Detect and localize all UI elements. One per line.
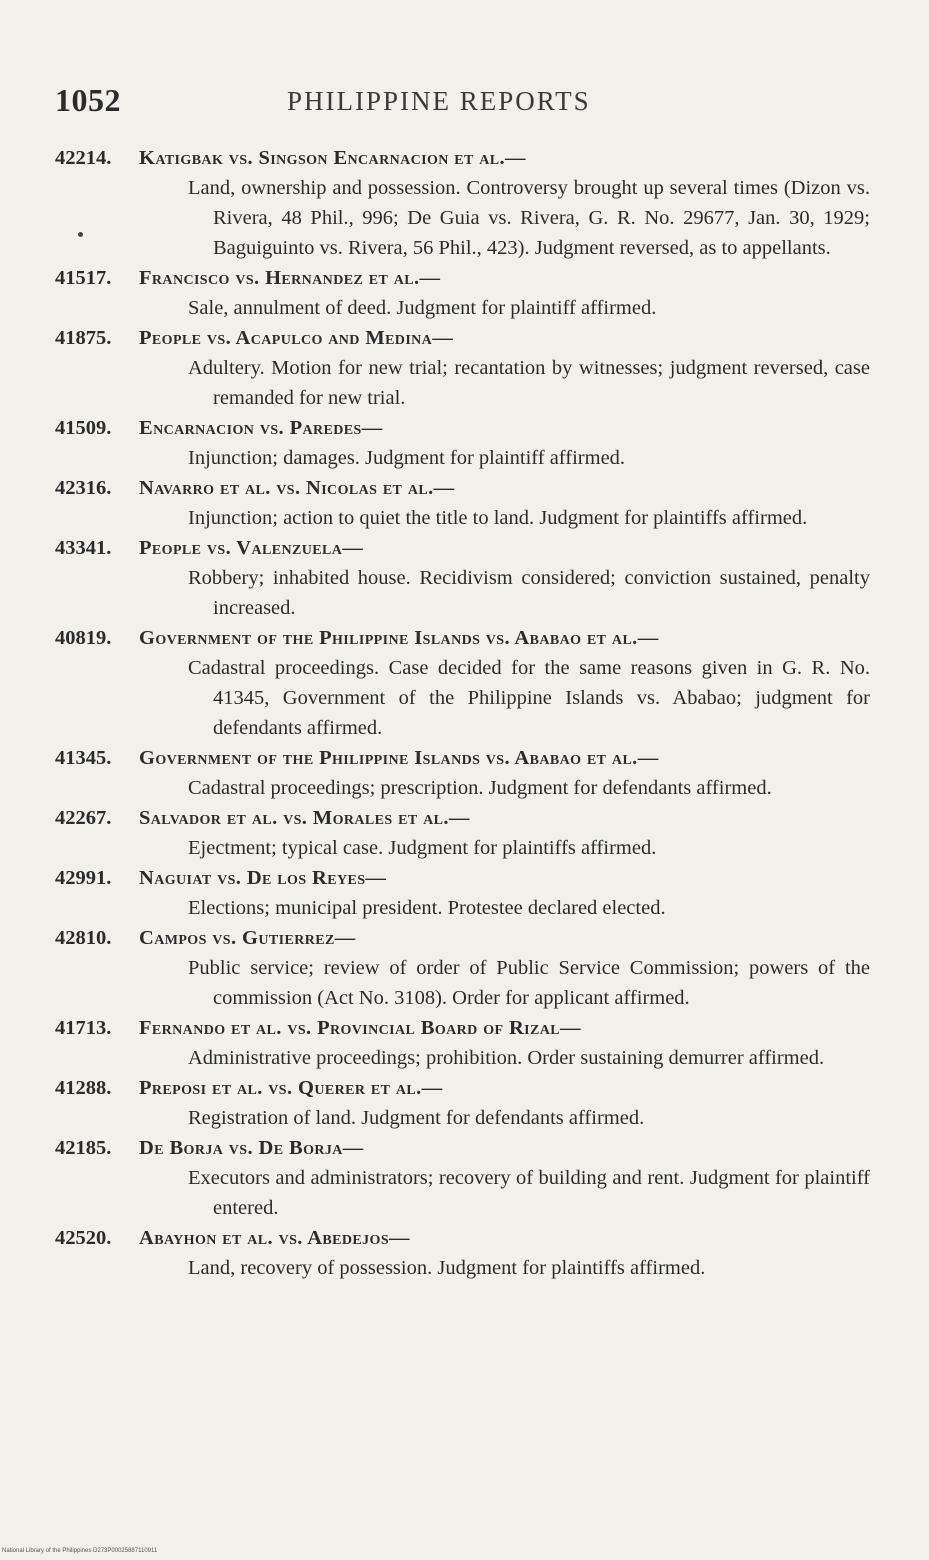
case-title: Katigbak vs. Singson Encarnacion et al.— <box>139 147 526 169</box>
case-title: People vs. Valenzuela— <box>139 537 364 559</box>
case-title: Naguiat vs. De los Reyes— <box>139 867 387 889</box>
case-number: 42185. <box>55 1137 112 1159</box>
case-summary: Ejectment; typical case. Judgment for plaintiffs affirmed. <box>188 837 657 859</box>
case-heading <box>55 473 870 503</box>
case-summary: Sale, annulment of deed. Judgment for plaintiff affirmed. <box>188 297 657 319</box>
running-title: PHILIPPINE REPORTS <box>287 86 591 116</box>
case-number: 42810. <box>55 927 112 949</box>
case-entry <box>55 1073 870 1133</box>
case-number: 41875. <box>55 327 112 349</box>
case-title: Government of the Philippine Islands vs. Ababao et al.— <box>139 627 659 649</box>
case-heading <box>55 263 870 293</box>
case-summary: Land, ownership and possession. Controversy brought up several times (Dizon vs. Rivera, 48 Phil., 996; De Guia vs. Rivera, G. R. No. 29677, Jan. 30, 1929; Baguiguinto vs. Rivera, 56 Phil., 423). Judgment reversed, as to appellants. <box>188 177 870 259</box>
case-number: 42991. <box>55 867 112 889</box>
case-heading <box>55 803 870 833</box>
case-entry <box>55 533 870 623</box>
case-heading <box>55 1073 870 1103</box>
case-number: 40819. <box>55 627 112 649</box>
case-entry <box>55 1013 870 1073</box>
case-summary: Registration of land. Judgment for defendants affirmed. <box>188 1107 645 1129</box>
page-number: 1052 <box>55 82 121 118</box>
case-title: De Borja vs. De Borja— <box>139 1137 364 1159</box>
case-heading <box>55 1223 870 1253</box>
case-summary: Adultery. Motion for new trial; recantation by witnesses; judgment reversed, case remanded for new trial. <box>188 357 870 409</box>
case-summary: Injunction; damages. Judgment for plaintiff affirmed. <box>188 447 626 469</box>
case-summary: Executors and administrators; recovery of building and rent. Judgment for plaintiff entered. <box>188 1167 870 1219</box>
case-entry <box>55 263 870 323</box>
case-entry <box>55 143 870 263</box>
case-title: Fernando et al. vs. Provincial Board of Rizal— <box>139 1017 581 1039</box>
case-entry <box>55 623 870 743</box>
case-title: People vs. Acapulco and Medina— <box>139 327 454 349</box>
case-summary: Public service; review of order of Public Service Commission; powers of the commission (Act No. 3108). Order for applicant affirmed. <box>188 957 870 1009</box>
case-list <box>55 143 870 1283</box>
case-number: 41345. <box>55 747 112 769</box>
case-summary: Land, recovery of possession. Judgment for plaintiffs affirmed. <box>188 1257 706 1279</box>
case-title: Abayhon et al. vs. Abedejos— <box>139 1227 410 1249</box>
case-number: 41509. <box>55 417 112 439</box>
case-entry <box>55 1133 870 1223</box>
case-entry <box>55 863 870 923</box>
case-heading <box>55 533 870 563</box>
case-title: Navarro et al. vs. Nicolas et al.— <box>139 477 455 499</box>
case-heading <box>55 323 870 353</box>
case-number: 41517. <box>55 267 112 289</box>
case-title: Preposi et al. vs. Querer et al.— <box>139 1077 443 1099</box>
case-heading <box>55 413 870 443</box>
case-summary: Robbery; inhabited house. Recidivism considered; conviction sustained, penalty increased. <box>188 567 870 619</box>
scan-credit: National Library of the Philippines D273P00025887110911 <box>2 1548 158 1554</box>
case-number: 43341. <box>55 537 112 559</box>
case-number: 41713. <box>55 1017 112 1039</box>
case-summary: Administrative proceedings; prohibition. Order sustaining demurrer affirmed. <box>188 1047 825 1069</box>
case-heading <box>55 623 870 653</box>
case-entry <box>55 413 870 473</box>
case-title: Francisco vs. Hernandez et al.— <box>139 267 441 289</box>
case-entry <box>55 323 870 413</box>
case-entry <box>55 923 870 1013</box>
case-summary: Injunction; action to quiet the title to land. Judgment for plaintiffs affirmed. <box>188 507 808 529</box>
case-entry <box>55 803 870 863</box>
case-heading <box>55 1013 870 1043</box>
case-entry <box>55 743 870 803</box>
case-number: 42267. <box>55 807 112 829</box>
case-heading <box>55 1133 870 1163</box>
case-entry <box>55 1223 870 1283</box>
case-title: Encarnacion vs. Paredes— <box>139 417 383 439</box>
case-number: 41288. <box>55 1077 112 1099</box>
case-summary: Cadastral proceedings; prescription. Judgment for defendants affirmed. <box>188 777 772 799</box>
case-title: Campos vs. Gutierrez— <box>139 927 356 949</box>
case-number: 42316. <box>55 477 112 499</box>
case-title: Salvador et al. vs. Morales et al.— <box>139 807 470 829</box>
case-heading <box>55 143 870 173</box>
case-entry <box>55 473 870 533</box>
case-number: 42520. <box>55 1227 112 1249</box>
case-summary: Elections; municipal president. Protestee declared elected. <box>188 897 666 919</box>
case-title: Government of the Philippine Islands vs. Ababao et al.— <box>139 747 659 769</box>
page-header <box>55 82 875 122</box>
case-heading <box>55 743 870 773</box>
case-heading <box>55 923 870 953</box>
case-heading <box>55 863 870 893</box>
case-summary: Cadastral proceedings. Case decided for the same reasons given in G. R. No. 41345, Government of the Philippine Islands vs. Ababao; judgment for defendants affirmed. <box>188 657 870 739</box>
case-number: 42214. <box>55 147 112 169</box>
